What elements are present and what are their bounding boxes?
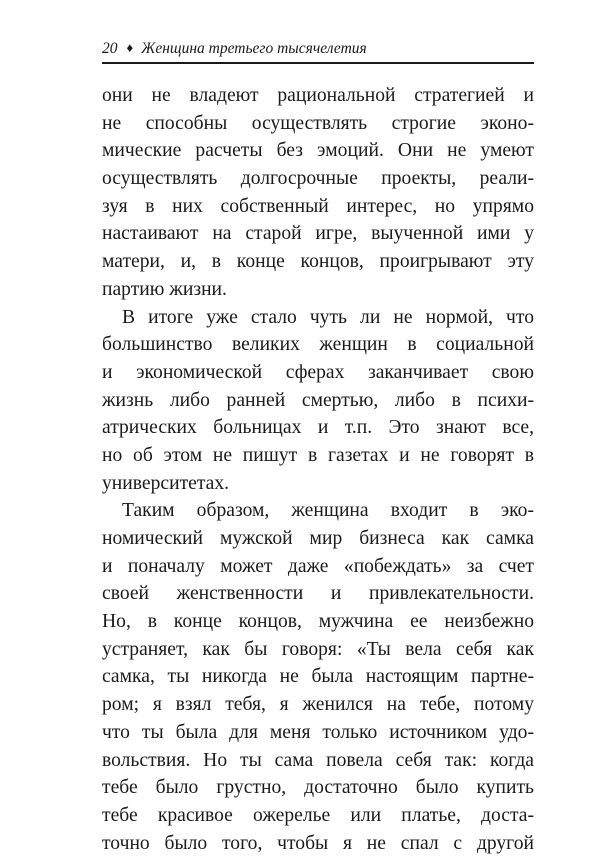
text-line: что ты была для меня только источником удо- — [102, 721, 534, 743]
text-line: тебе было грустно, достаточно было купить — [102, 777, 534, 799]
text-line: вольствия. Но ты сама повела себя так: когда — [102, 749, 534, 771]
text-line: большинство великих женщин в социальной — [102, 334, 534, 356]
text-line: точно было того, чтобы я не спал с другой — [102, 832, 534, 854]
text-line: своей женственности и привлекательности. — [102, 583, 534, 605]
text-line: жизнь либо ранней смертью, либо в психи- — [102, 389, 534, 411]
text-line: устраняет, как бы говоря: «Ты вела себя как — [102, 638, 534, 660]
body-text — [102, 82, 534, 857]
text-line: но об этом не пишут в газетах и не говорят в — [102, 444, 534, 466]
diamond-ornament-icon: ♦ — [126, 40, 134, 55]
text-line: осуществлять долгосрочные проекты, реали- — [102, 168, 534, 190]
paragraph-first-line: В итоге уже стало чуть ли не нормой, что — [122, 306, 534, 328]
text-line: номический мужской мир бизнеса как самка — [102, 528, 534, 549]
text-line: и поначалу может даже «побеждать» за счет — [102, 555, 534, 577]
text-line: и экономической сферах заканчивает свою — [102, 361, 534, 383]
text-line: атрических больницах и т.п. Это знают все, — [102, 417, 534, 439]
text-line: партию жизни. — [102, 278, 227, 300]
text-line: они не владеют рациональной стратегией и — [102, 85, 534, 106]
page-number: 20 — [102, 40, 118, 57]
text-line: мические расчеты без эмоций. Они не умеют — [102, 140, 534, 162]
text-line: зуя в них собственный интерес, но упрямо — [102, 195, 534, 217]
text-line: не способны осуществлять строгие эконо- — [102, 112, 534, 134]
text-line: самка, ты никогда не была настоящим партне- — [102, 666, 534, 688]
paragraph-first-line: Таким образом, женщина входит в эко- — [122, 500, 534, 522]
text-line: ром; я взял тебя, я женился на тебе, потому — [102, 694, 534, 716]
running-header — [102, 38, 534, 64]
text-line: матери, и, в конце концов, проигрывают эту — [102, 251, 534, 273]
text-line: настаивают на старой игре, выученной ими у — [102, 223, 534, 245]
text-line: университетах. — [102, 472, 230, 494]
text-line: тебе красивое ожерелье или платье, доста- — [102, 804, 534, 826]
book-title: Женщина третьего тысячелетия — [141, 40, 367, 57]
text-line: Но, в конце концов, мужчина ее неизбежно — [102, 611, 534, 633]
